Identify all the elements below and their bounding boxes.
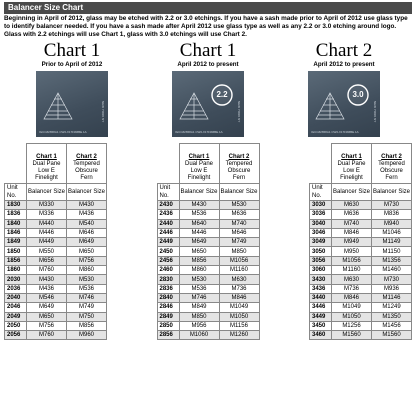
logo-etching-icon <box>308 71 380 137</box>
chart1-size-cell: M950 <box>332 247 372 256</box>
balancer-table-1 <box>4 143 107 340</box>
unit-number-cell: 2446 <box>157 228 179 237</box>
unit-number-cell: 1850 <box>5 247 27 256</box>
table-row <box>310 210 412 219</box>
table-row <box>5 312 107 321</box>
table-row <box>310 275 412 284</box>
chart1-size-cell: M956 <box>179 321 219 330</box>
unit-number-cell: 2460 <box>157 266 179 275</box>
unit-no-header: Unit No. <box>5 184 27 201</box>
table-row <box>5 321 107 330</box>
chart2-size-cell: M1560 <box>372 331 412 340</box>
unit-number-cell: 3049 <box>310 238 332 247</box>
unit-no-header: Unit No. <box>157 184 179 201</box>
chart1-size-cell: M756 <box>27 321 67 330</box>
chart-caption: Prior to April of 2012 <box>41 61 103 68</box>
chart2-size-cell: M1150 <box>372 247 412 256</box>
chart-example-3 <box>284 41 404 141</box>
chart2-size-cell: M749 <box>67 303 107 312</box>
chart1-size-cell: M740 <box>332 219 372 228</box>
chart-example-2 <box>148 41 268 141</box>
glass-etching-photo <box>36 71 108 137</box>
chart2-size-cell: M1456 <box>372 321 412 330</box>
chart2-size-cell: M730 <box>372 201 412 210</box>
table-row <box>157 284 259 293</box>
chart1-size-cell: M656 <box>27 256 67 265</box>
table-row <box>157 312 259 321</box>
chart1-size-cell: M1056 <box>332 256 372 265</box>
unit-no-header: Unit No. <box>310 184 332 201</box>
chart1-size-cell: M649 <box>179 238 219 247</box>
balancer-size-header: Balancer Size <box>372 184 412 201</box>
unit-number-cell: 3040 <box>310 219 332 228</box>
table-row <box>157 219 259 228</box>
table-row <box>310 266 412 275</box>
chart-heading: Chart 1 <box>179 40 237 61</box>
unit-number-cell: 1830 <box>5 201 27 210</box>
chart1-size-cell: M536 <box>179 210 219 219</box>
svg-text:NEW YORK NY: NEW YORK NY <box>101 101 105 123</box>
table-row <box>157 293 259 302</box>
unit-number-cell: 3449 <box>310 312 332 321</box>
balancer-size-header: Balancer Size <box>27 184 67 201</box>
chart-caption: April 2012 to present <box>177 61 239 68</box>
chart1-size-cell: M530 <box>179 275 219 284</box>
table-row <box>5 303 107 312</box>
balancer-size-header: Balancer Size <box>219 184 259 201</box>
chart1-size-cell: M650 <box>27 312 67 321</box>
chart2-size-cell: M850 <box>219 247 259 256</box>
chart2-size-cell: M1356 <box>372 256 412 265</box>
chart1-size-cell: M636 <box>332 210 372 219</box>
etching-badge: 3.0 <box>352 90 364 99</box>
table-row <box>157 238 259 247</box>
chart1-size-cell: M436 <box>27 284 67 293</box>
chart2-header: Chart 2 Tempered Obscure Fern <box>67 144 107 184</box>
chart2-size-cell: M846 <box>219 293 259 302</box>
table-row <box>310 238 412 247</box>
table-row <box>157 247 259 256</box>
chart1-header: Chart 1 Dual Pane Low E Finelight <box>27 144 67 184</box>
unit-number-cell: 1860 <box>5 266 27 275</box>
unit-number-cell: 2840 <box>157 293 179 302</box>
chart1-size-cell: M649 <box>27 303 67 312</box>
chart-heading: Chart 2 <box>315 40 373 61</box>
chart2-size-cell: M1249 <box>372 303 412 312</box>
table-row <box>5 210 107 219</box>
chart2-size-cell: M960 <box>67 331 107 340</box>
table-row <box>310 228 412 237</box>
unit-number-cell: 2850 <box>157 321 179 330</box>
unit-number-cell: 3460 <box>310 331 332 340</box>
svg-text:NEW YORK NY: NEW YORK NY <box>237 101 241 123</box>
chart1-size-cell: M640 <box>179 219 219 228</box>
chart2-size-cell: M430 <box>67 201 107 210</box>
table-row <box>5 293 107 302</box>
chart1-size-cell: M630 <box>332 201 372 210</box>
chart2-header: Chart 2 Tempered Obscure Fern <box>219 144 259 184</box>
table-row <box>5 256 107 265</box>
balancer-size-header: Balancer Size <box>332 184 372 201</box>
table-row <box>157 210 259 219</box>
table-row <box>310 303 412 312</box>
unit-number-cell: 2846 <box>157 303 179 312</box>
chart2-size-cell: M1460 <box>372 266 412 275</box>
chart2-size-cell: M646 <box>219 228 259 237</box>
chart1-header: Chart 1 Dual Pane Low E Finelight <box>179 144 219 184</box>
chart1-size-cell: M860 <box>179 266 219 275</box>
glass-etching-photo <box>172 71 244 137</box>
chart2-size-cell: M650 <box>67 247 107 256</box>
chart2-size-cell: M836 <box>372 210 412 219</box>
unit-number-cell: 3046 <box>310 228 332 237</box>
chart1-size-cell: M440 <box>27 219 67 228</box>
etching-code-text: IGCC#2658A1 CW/LX17F#MBE.1A <box>39 130 87 134</box>
unit-number-cell: 1856 <box>5 256 27 265</box>
chart1-size-cell: M846 <box>332 228 372 237</box>
unit-number-cell: 2450 <box>157 247 179 256</box>
chart2-size-cell: M1160 <box>219 266 259 275</box>
unit-number-cell: 3436 <box>310 284 332 293</box>
unit-number-cell: 3030 <box>310 201 332 210</box>
unit-number-cell: 2030 <box>5 275 27 284</box>
table-row <box>5 228 107 237</box>
chart2-size-cell: M860 <box>67 266 107 275</box>
chart1-size-cell: M330 <box>27 201 67 210</box>
table-row <box>5 201 107 210</box>
unit-number-cell: 2830 <box>157 275 179 284</box>
chart2-size-cell: M540 <box>67 219 107 228</box>
table-row <box>310 219 412 228</box>
chart2-size-cell: M856 <box>67 321 107 330</box>
unit-number-cell: 3430 <box>310 275 332 284</box>
unit-number-cell: 2050 <box>5 321 27 330</box>
chart1-size-cell: M949 <box>332 238 372 247</box>
chart2-size-cell: M1046 <box>372 228 412 237</box>
table-row <box>5 247 107 256</box>
chart2-size-cell: M646 <box>67 228 107 237</box>
logo-etching-icon <box>36 71 108 137</box>
unit-number-cell: 3440 <box>310 293 332 302</box>
chart2-size-cell: M746 <box>67 293 107 302</box>
unit-number-cell: 1836 <box>5 210 27 219</box>
chart2-size-cell: M730 <box>372 275 412 284</box>
chart-caption: April 2012 to present <box>313 61 375 68</box>
unit-number-cell: 1846 <box>5 228 27 237</box>
table-row <box>157 303 259 312</box>
table-row <box>310 321 412 330</box>
chart2-size-cell: M530 <box>67 275 107 284</box>
chart2-size-cell: M1056 <box>219 256 259 265</box>
chart1-header: Chart 1 Dual Pane Low E Finelight <box>332 144 372 184</box>
table-row <box>5 266 107 275</box>
balancer-table-3 <box>309 143 412 340</box>
unit-number-cell: 1840 <box>5 219 27 228</box>
unit-number-cell: 2046 <box>5 303 27 312</box>
etching-badge: 2.2 <box>216 90 228 99</box>
unit-number-cell: 2036 <box>5 284 27 293</box>
header-blank <box>5 144 27 184</box>
table-row <box>310 284 412 293</box>
table-row <box>5 284 107 293</box>
table-row <box>310 247 412 256</box>
chart2-size-cell: M756 <box>67 256 107 265</box>
chart2-size-cell: M536 <box>67 284 107 293</box>
table-row <box>5 238 107 247</box>
table-row <box>157 331 259 340</box>
chart1-size-cell: M849 <box>179 303 219 312</box>
unit-number-cell: 2836 <box>157 284 179 293</box>
chart2-size-cell: M1050 <box>219 312 259 321</box>
unit-number-cell: 3056 <box>310 256 332 265</box>
intro-text: Beginning in April of 2012, glass may be etched with 2.2 or 3.0 etchings. If you have a sash made prior to April of 2012 use glass type to identify balancer needed. If you have a sash made after April 2012 use glass type as well as any 2.2 or 3.0 etching around logo. Glass with 2.2 etchings will use Chart 1, glass with 3.0 etchings will use Chart 2. <box>4 15 408 38</box>
chart1-size-cell: M850 <box>179 312 219 321</box>
unit-number-cell: 3050 <box>310 247 332 256</box>
chart2-header: Chart 2 Tempered Obscure Fern <box>372 144 412 184</box>
unit-number-cell: 2449 <box>157 238 179 247</box>
table-row <box>310 293 412 302</box>
chart1-size-cell: M550 <box>27 247 67 256</box>
chart1-size-cell: M430 <box>27 275 67 284</box>
chart1-size-cell: M546 <box>27 293 67 302</box>
chart2-size-cell: M1146 <box>372 293 412 302</box>
etching-code-text: IGCC#2658A1 CW/LX17F#MBE.1A <box>311 130 359 134</box>
unit-number-cell: 2456 <box>157 256 179 265</box>
table-row <box>157 275 259 284</box>
chart1-size-cell: M446 <box>179 228 219 237</box>
chart2-size-cell: M750 <box>67 312 107 321</box>
chart2-size-cell: M1260 <box>219 331 259 340</box>
chart1-size-cell: M1160 <box>332 266 372 275</box>
chart2-size-cell: M936 <box>372 284 412 293</box>
balancer-tables <box>4 143 412 340</box>
chart1-size-cell: M1049 <box>332 303 372 312</box>
chart1-size-cell: M760 <box>27 331 67 340</box>
chart1-size-cell: M736 <box>332 284 372 293</box>
chart1-size-cell: M446 <box>27 228 67 237</box>
chart2-size-cell: M940 <box>372 219 412 228</box>
etching-code-text: IGCC#2658A1 CW/LX17F#MBE.1A <box>175 130 223 134</box>
page-title: Balancer Size Chart <box>4 2 412 14</box>
unit-number-cell: 2436 <box>157 210 179 219</box>
table-row <box>157 228 259 237</box>
table-row <box>310 256 412 265</box>
unit-number-cell: 2440 <box>157 219 179 228</box>
chart1-size-cell: M1256 <box>332 321 372 330</box>
unit-number-cell: 2856 <box>157 331 179 340</box>
logo-etching-icon <box>172 71 244 137</box>
chart1-size-cell: M760 <box>27 266 67 275</box>
glass-etching-photo <box>308 71 380 137</box>
chart1-size-cell: M1560 <box>332 331 372 340</box>
unit-number-cell: 2040 <box>5 293 27 302</box>
chart2-size-cell: M436 <box>67 210 107 219</box>
balancer-size-header: Balancer Size <box>179 184 219 201</box>
chart2-size-cell: M530 <box>219 201 259 210</box>
chart2-size-cell: M1049 <box>219 303 259 312</box>
table-row <box>5 331 107 340</box>
chart2-size-cell: M749 <box>219 238 259 247</box>
table-row <box>5 219 107 228</box>
chart1-size-cell: M1050 <box>332 312 372 321</box>
chart2-size-cell: M1149 <box>372 238 412 247</box>
table-row <box>157 256 259 265</box>
chart2-size-cell: M736 <box>219 284 259 293</box>
unit-number-cell: 2049 <box>5 312 27 321</box>
unit-number-cell: 3446 <box>310 303 332 312</box>
chart2-size-cell: M1156 <box>219 321 259 330</box>
balancer-table-2 <box>157 143 260 340</box>
chart1-size-cell: M746 <box>179 293 219 302</box>
table-row <box>157 321 259 330</box>
chart-examples <box>4 41 412 141</box>
chart1-size-cell: M1060 <box>179 331 219 340</box>
unit-number-cell: 3036 <box>310 210 332 219</box>
table-row <box>310 331 412 340</box>
chart2-size-cell: M740 <box>219 219 259 228</box>
chart2-size-cell: M630 <box>219 275 259 284</box>
chart2-size-cell: M1350 <box>372 312 412 321</box>
header-blank <box>310 144 332 184</box>
chart1-size-cell: M630 <box>332 275 372 284</box>
unit-number-cell: 2056 <box>5 331 27 340</box>
table-row <box>310 201 412 210</box>
chart-example-1 <box>12 41 132 141</box>
chart-heading: Chart 1 <box>43 40 101 61</box>
unit-number-cell: 3060 <box>310 266 332 275</box>
balancer-size-header: Balancer Size <box>67 184 107 201</box>
unit-number-cell: 2849 <box>157 312 179 321</box>
table-row <box>5 275 107 284</box>
svg-text:NEW YORK NY: NEW YORK NY <box>373 101 377 123</box>
chart1-size-cell: M846 <box>332 293 372 302</box>
chart1-size-cell: M430 <box>179 201 219 210</box>
chart2-size-cell: M636 <box>219 210 259 219</box>
chart1-size-cell: M536 <box>179 284 219 293</box>
table-row <box>157 201 259 210</box>
chart2-size-cell: M649 <box>67 238 107 247</box>
table-row <box>310 312 412 321</box>
chart1-size-cell: M449 <box>27 238 67 247</box>
chart1-size-cell: M336 <box>27 210 67 219</box>
chart1-size-cell: M856 <box>179 256 219 265</box>
unit-number-cell: 3450 <box>310 321 332 330</box>
chart1-size-cell: M650 <box>179 247 219 256</box>
header-blank <box>157 144 179 184</box>
unit-number-cell: 1849 <box>5 238 27 247</box>
unit-number-cell: 2430 <box>157 201 179 210</box>
table-row <box>157 266 259 275</box>
